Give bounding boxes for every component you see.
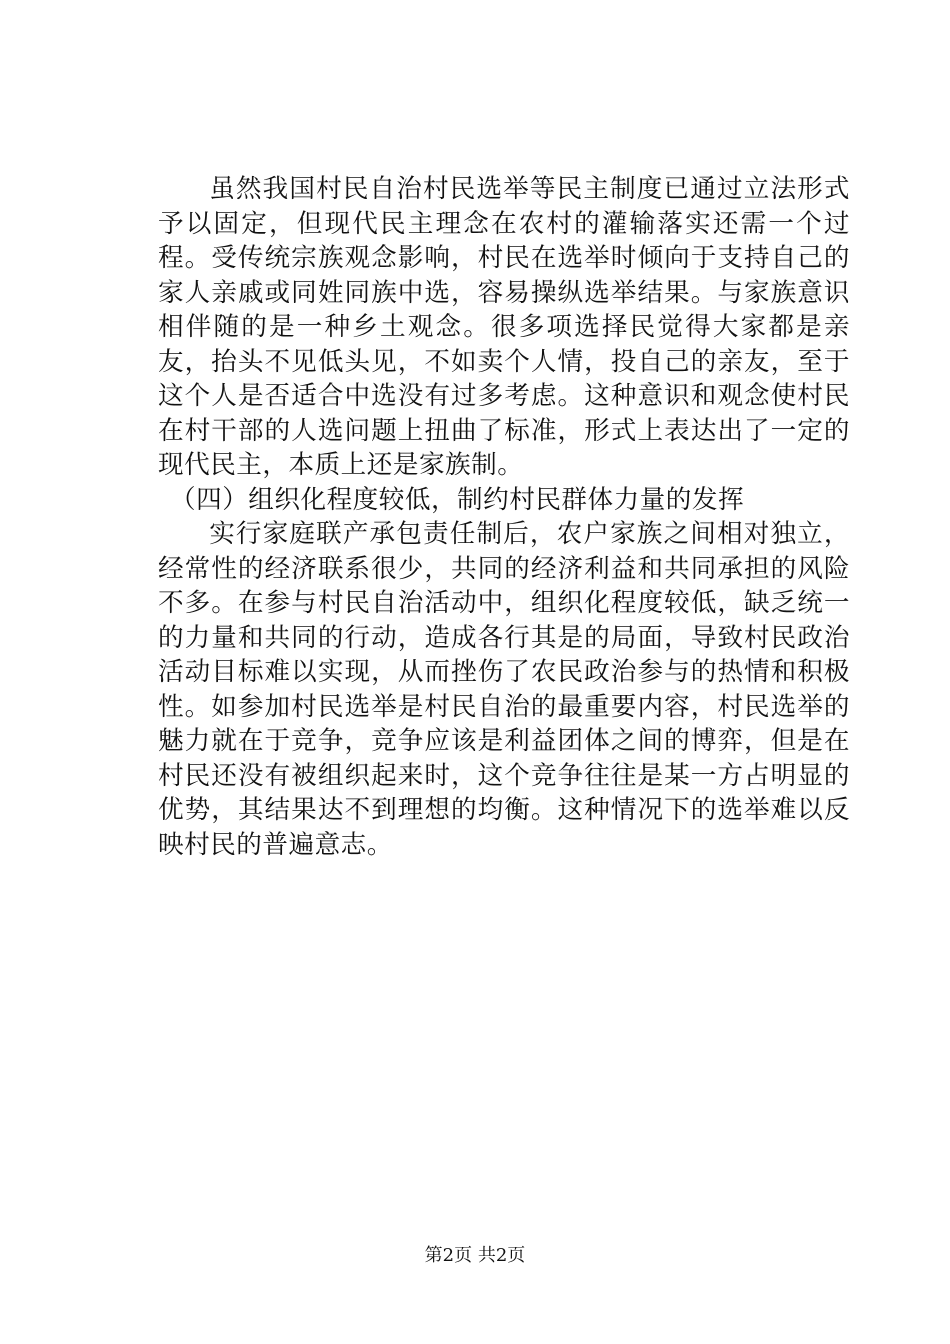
section-heading: （四）组织化程度较低，制约村民群体力量的发挥 bbox=[170, 484, 745, 515]
paragraph-family-clan-influence: 虽然我国村民自治村民选举等民主制度已通过立法形式予以固定，但现代民主理念在农村的灌输落实还需一个过程。受传统宗族观念影响，村民在选举时倾向于支持自己的家人亲戚或同姓同族中选，容易操纵选举结果。与家族意识相伴随的是一种乡土观念。很多项选择民觉得大家都是亲友，抬头不见低头见，不如卖个人情，投自己的亲友，至于这个人是否适合中选没有过多考虑。这种意识和观念使村民在村干部的人选问题上扭曲了标准，形式上表达出了一定的现代民主，本质上还是家族制。 bbox=[158, 174, 850, 480]
paragraph-organization-level: 实行家庭联产承包责任制后，农户家族之间相对独立，经常性的经济联系很少，共同的经济利益和共同承担的风险不多。在参与村民自治活动中，组织化程度较低，缺乏统一的力量和共同的行动，造成各行其是的局面，导致村民政治活动目标难以实现，从而挫伤了农民政治参与的热情和积极性。如参加村民选举是村民自治的最重要内容，村民选举的魅力就在于竞争，竞争应该是利益团体之间的博弈，但是在村民还没有被组织起来时，这个竞争往往是某一方占明显的优势，其结果达不到理想的均衡。这种情况下的选举难以反映村民的普遍意志。 bbox=[158, 519, 850, 860]
page-number-footer: 第2页 共2页 bbox=[424, 1245, 526, 1266]
document-body bbox=[158, 172, 850, 862]
